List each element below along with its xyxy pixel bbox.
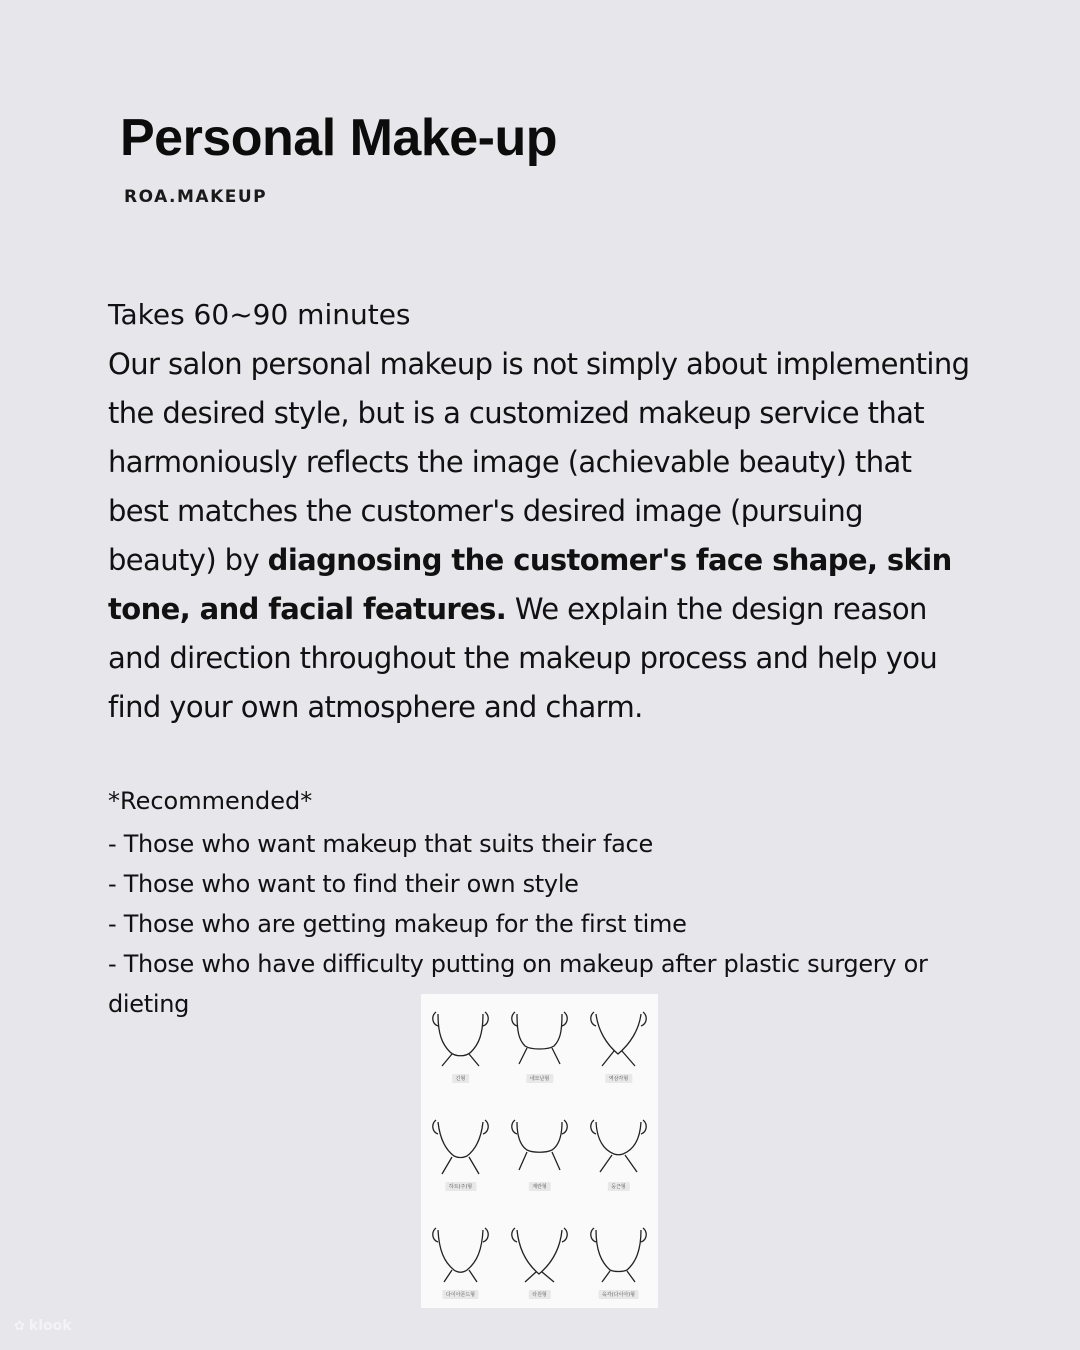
face-outline-icon bbox=[586, 1112, 651, 1176]
face-outline-icon bbox=[507, 1004, 572, 1068]
face-label: 역삼각형 bbox=[605, 1074, 632, 1083]
watermark-text: klook bbox=[28, 1318, 72, 1334]
service-description bbox=[108, 340, 978, 732]
face-outline-icon bbox=[428, 1220, 493, 1284]
face-outline-icon bbox=[428, 1112, 493, 1176]
face-outline-icon bbox=[428, 1004, 493, 1068]
face-label: 하트(주)형 bbox=[445, 1182, 476, 1191]
face-shape-round bbox=[579, 1102, 658, 1206]
recommended-heading: *Recommended* bbox=[108, 787, 313, 815]
watermark bbox=[14, 1318, 72, 1334]
face-label: 다이아몬드형 bbox=[442, 1290, 479, 1299]
description-intro: Our salon personal makeup is not simply about implementing the desired style, but is a customized makeup service that harmoniously reflects the image (achievable beauty) that best matches the customer's desired image (pursuing beauty) by bbox=[108, 347, 970, 577]
description-outro: We explain the design reason and direction throughout the makeup process and help you find your own atmosphere and charm. bbox=[108, 592, 938, 724]
face-shape-oval bbox=[500, 1210, 579, 1314]
description-emphasis: diagnosing the customer's face shape, skin tone, and facial features. bbox=[108, 543, 952, 626]
face-shape-long bbox=[421, 994, 500, 1098]
face-label: 둥근형 bbox=[607, 1182, 630, 1191]
list-item: - Those who want to find their own style bbox=[108, 870, 579, 898]
list-item: - Those who want makeup that suits their face bbox=[108, 830, 653, 858]
face-shape-diamond bbox=[421, 1210, 500, 1314]
face-shapes-chart bbox=[421, 994, 658, 1308]
face-outline-icon bbox=[586, 1220, 651, 1284]
face-label: 계란형 bbox=[528, 1182, 551, 1191]
brand-logo: ROA.MAKEUP bbox=[124, 187, 268, 207]
page-title: Personal Make-up bbox=[120, 109, 558, 167]
face-outline-icon bbox=[507, 1220, 572, 1284]
face-outline-icon bbox=[586, 1004, 651, 1068]
face-label: 긴형 bbox=[452, 1074, 470, 1083]
face-shape-square bbox=[500, 994, 579, 1098]
face-label: 육각(다이아)형 bbox=[598, 1290, 639, 1299]
face-shape-hexagon bbox=[579, 1210, 658, 1314]
klook-logo-icon: ✿ bbox=[14, 1318, 25, 1334]
list-item: - Those who have difficulty putting on makeup after plastic surgery or dieting bbox=[108, 950, 928, 1018]
face-label: 타원형 bbox=[528, 1290, 551, 1299]
face-shape-egg bbox=[500, 1102, 579, 1206]
face-shape-heart bbox=[421, 1102, 500, 1206]
face-outline-icon bbox=[507, 1112, 572, 1176]
list-item: - Those who are getting makeup for the first time bbox=[108, 910, 687, 938]
face-label: 네모난형 bbox=[526, 1074, 553, 1083]
face-shape-inverted-triangle bbox=[579, 994, 658, 1098]
duration-text: Takes 60~90 minutes bbox=[108, 298, 411, 331]
